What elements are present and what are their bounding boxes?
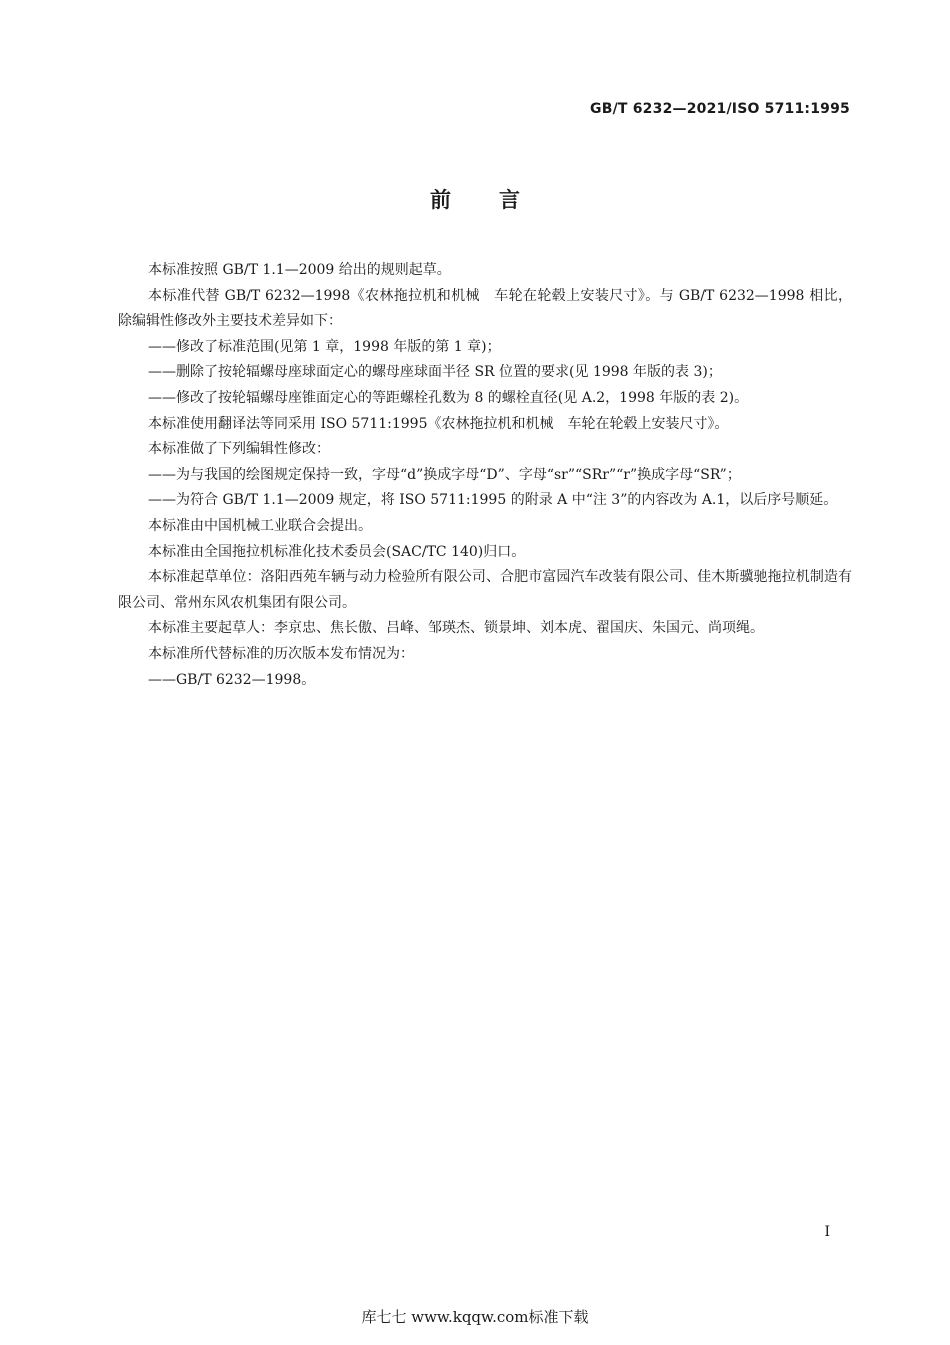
standard-code: GB/T 6232—2021/ISO 5711:1995	[590, 101, 850, 117]
page-number: I	[824, 1224, 830, 1240]
paragraph-drafting-units: 本标准起草单位：洛阳西苑车辆与动力检验所有限公司、合肥市富园汽车改装有限公司、佳木斯骥驰拖拉机制造有限公司、常州东风农机集团有限公司。	[118, 569, 852, 611]
footer-watermark: 库七七 www.kqqw.com标准下载	[361, 1308, 589, 1326]
list-item: ——删除了按轮辐螺母座球面定心的螺母座球面半径 SR 位置的要求(见 1998 年版的表 3)；	[148, 364, 722, 381]
list-item: ——为与我国的绘图规定保持一致，字母“d”换成字母“D”、字母“sr”“SRr”“r”换成字母“SR”；	[148, 466, 741, 483]
paragraph-proposer: 本标准由中国机械工业联合会提出。	[148, 517, 372, 534]
title-char-1: 前	[430, 188, 451, 212]
foreword-body	[118, 258, 852, 693]
paragraph-editorial-changes: 本标准做了下列编辑性修改：	[148, 441, 330, 458]
list-item: ——为符合 GB/T 1.1—2009 规定，将 ISO 5711:1995 的附录 A 中“注 3”的内容改为 A.1，以后序号顺延。	[148, 492, 838, 509]
paragraph-adoption: 本标准使用翻译法等同采用 ISO 5711:1995《农林拖拉机和机械 车轮在轮毂上安装尺寸》。	[148, 415, 729, 432]
page-title	[0, 184, 950, 214]
paragraph-drafting-rules: 本标准按照 GB/T 1.1—2009 给出的规则起草。	[148, 262, 451, 278]
paragraph-history: 本标准所代替标准的历次版本发布情况为：	[148, 645, 414, 662]
list-item: ——修改了标准范围(见第 1 章，1998 年版的第 1 章)；	[148, 338, 501, 355]
list-item: ——修改了按轮辐螺母座锥面定心的等距螺栓孔数为 8 的螺栓直径(见 A.2，1998 年版的表 2)。	[148, 389, 749, 406]
paragraph-replaces: 本标准代替 GB/T 6232—1998《农林拖拉机和机械 车轮在轮毂上安装尺寸》。与 GB/T 6232—1998 相比，除编辑性修改外主要技术差异如下：	[118, 287, 852, 330]
title-char-2: 言	[499, 188, 520, 212]
paragraph-drafters: 本标准主要起草人：李京忠、焦长傲、吕峰、邹瑛杰、锁景坤、刘本虎、翟国庆、朱国元、尚项绳。	[148, 620, 764, 637]
list-item: ——GB/T 6232—1998。	[148, 671, 316, 688]
paragraph-committee: 本标准由全国拖拉机标准化技术委员会(SAC/TC 140)归口。	[148, 543, 526, 560]
